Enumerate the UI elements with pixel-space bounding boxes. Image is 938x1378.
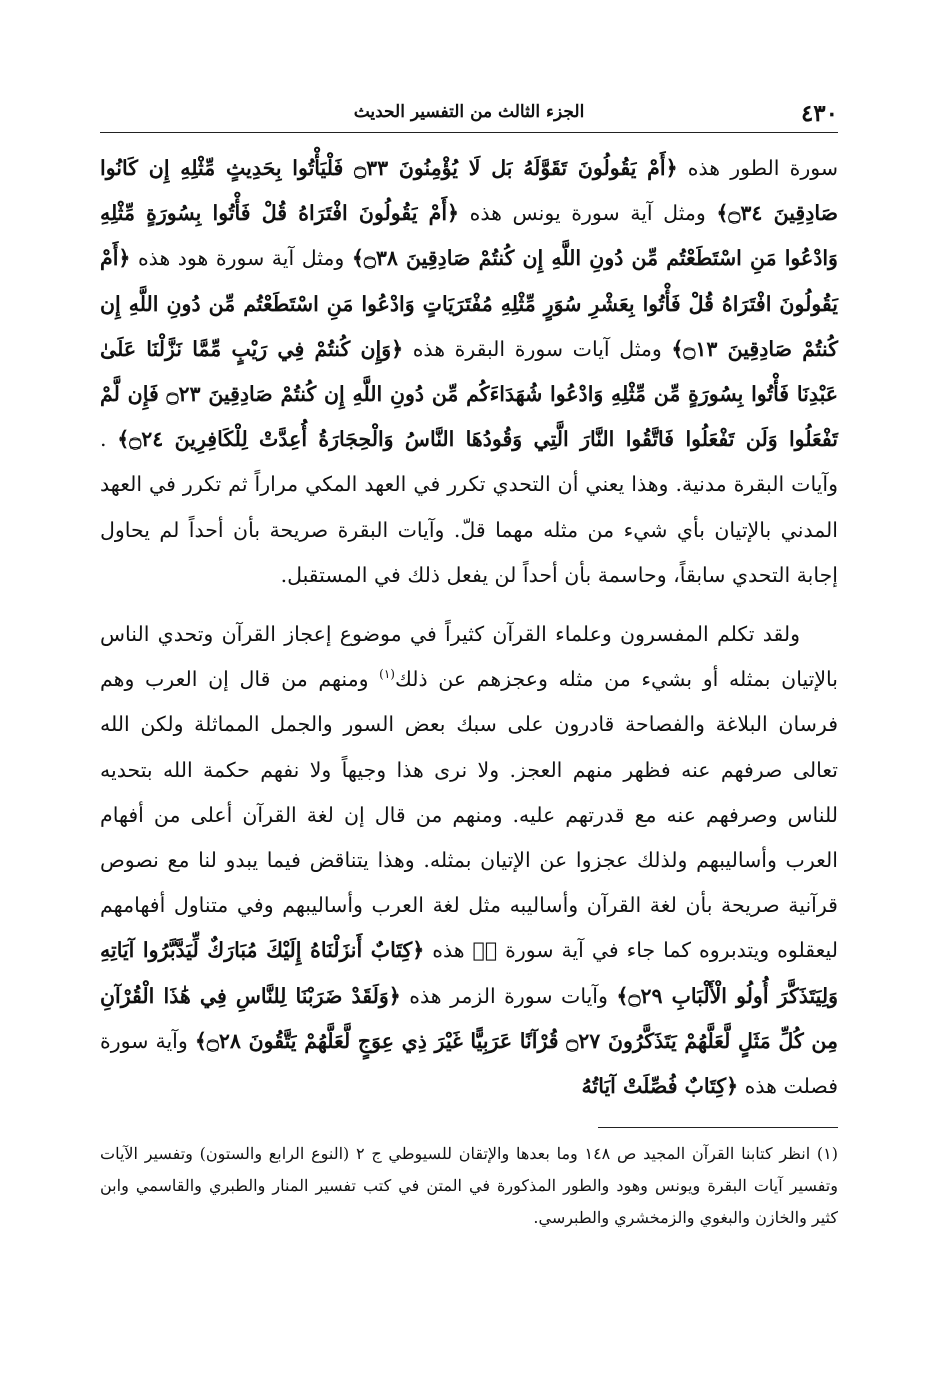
footnote-reference[interactable]: (١) (379, 667, 395, 682)
quran-verse: ﴿وَلَقَدْ ضَرَبْنَا لِلنَّاسِ فِي هَٰذَا الْقُرْآنِ مِن كُلِّ مَثَلٍ لَّعَلَّهُمْ يَتَذَكَّرُونَ ۝٢٧ قُرْآنًا عَرَبِيًّا غَيْرَ ذِي عِوَجٍ لَّعَلَّهُمْ يَتَّقُونَ ۝٢٨﴾ (100, 983, 838, 1053)
footnote-1: (١) انظر كتابنا القرآن المجيد ص ١٤٨ وما بعدها والإتقان للسيوطي ج ٢ (النوع الرابع والستون) وتفسير الآيات وتفسير آيات البقرة ويونس وهود والطور المذكورة في المتن في كتب تفسير المنار والطبري والقاسمي وابن كثير والخازن والبغوي والزمخشري والطبرسي. (100, 1144, 838, 1227)
paragraph-text: سورة الطور هذه (687, 156, 839, 180)
paragraph-text: . وآيات البقرة مدنية. وهذا يعني أن التحدي تكرر في العهد المكي مراراً ثم تكرر في العهد المدني بالإتيان بأي شيء من مثله مهما قلّ. وآيات البقرة صريحة بأن أحداً لم يحاول إجابة التحدي سابقاً، وحاسمة بأن أحداً لن يفعل ذلك في المستقبل. (100, 427, 838, 587)
paragraph-1 (100, 146, 838, 598)
running-title: الجزء الثالث من التفسير الحديث (353, 102, 585, 122)
page-number: ٤٣٠ (800, 100, 838, 127)
quran-verse: ﴿أَمْ يَقُولُونَ افْتَرَاهُ قُلْ فَأْتُوا بِعَشْرِ سُوَرٍ مِّثْلِهِ مُفْتَرَيَاتٍ وَادْعُوا مَنِ اسْتَطَعْتُم مِّن دُونِ اللَّهِ إِن كُنتُمْ صَادِقِينَ ۝١٣﴾ (100, 246, 838, 361)
body-text (100, 146, 838, 1109)
footnote-divider (598, 1127, 838, 1128)
quran-verse: ﴿أَمْ يَقُولُونَ تَقَوَّلَهُ بَل لَا يُؤْمِنُونَ ۝٣٣ فَلْيَأْتُوا بِحَدِيثٍ مِّثْلِهِ إِن كَانُوا صَادِقِينَ ۝٣٤﴾ (100, 156, 838, 226)
paragraph-text: ومثل آية سورة هود هذه (137, 246, 345, 271)
quran-verse: ﴿كِتَابٌ أَنزَلْنَاهُ إِلَيْكَ مُبَارَكٌ لِّيَدَّبَّرُوا آيَاتِهِ وَلِيَتَذَكَّرَ أُولُو الْأَلْبَابِ ۝٢٩﴾ (100, 938, 838, 1008)
paragraph-text: وآية سورة فصلت هذه (100, 1028, 838, 1099)
quran-verse: ﴿وَإِن كُنتُمْ فِي رَيْبٍ مِّمَّا نَزَّلْنَا عَلَىٰ عَبْدِنَا فَأْتُوا بِسُورَةٍ مِّن مِّثْلِهِ وَادْعُوا شُهَدَاءَكُم مِّن دُونِ اللَّهِ إِن كُنتُمْ صَادِقِينَ ۝٢٣ فَإِن لَّمْ تَفْعَلُوا وَلَن تَفْعَلُوا فَاتَّقُوا النَّارَ الَّتِي وَقُودُهَا النَّاسُ وَالْحِجَارَةُ أُعِدَّتْ لِلْكَافِرِينَ ۝٢٤﴾ (100, 336, 839, 452)
paragraph-text: ولقد تكلم المفسرون وعلماء القرآن كثيراً في موضوع إعجاز القرآن وتحدي الناس بالإتيان بمثله أو بشيء من مثله وعجزهم عن ذلك (100, 622, 838, 692)
paragraph-text: ومثل آيات سورة البقرة هذه (412, 336, 662, 361)
paragraph-2 (100, 612, 838, 1109)
paragraph-text: وآيات سورة الزمر هذه (409, 983, 608, 1008)
footnotes (100, 1138, 838, 1234)
paragraph-text: ومثل آية سورة يونس هذه (469, 201, 706, 226)
quran-verse: ﴿كِتَابٌ فُصِّلَتْ آيَاتُهُ (581, 1074, 739, 1099)
paragraph-text: ومنهم من قال إن العرب وهم فرسان البلاغة والفصاحة قادرون على سبك بعض السور والجمل المماثلة ولكن الله تعالى صرفهم عنه فظهر منهم العجز. ولا نرى هذا وجيهاً ولا نفهم حكمة الله بتحديه للناس وصرفهم عنه مع قدرتهم عليه. ومنهم من قال إن لغة القرآن أعلى من أفهام العرب وأساليبهم ولذلك عجزوا عن الإتيان بمثله. وهذا يتناقض فيما يبدو لنا مع نصوص قرآنية صريحة بأن لغة القرآن وأساليبه مثل لغة العرب وأساليبهم وفي متناول أفهامهم ليعقلوه ويتدبروه كما جاء في آية سورة صۤ هذه (100, 667, 838, 963)
quran-verse: ﴿أَمْ يَقُولُونَ افْتَرَاهُ قُلْ فَأْتُوا بِسُورَةٍ مِّثْلِهِ وَادْعُوا مَنِ اسْتَطَعْتُم مِّن دُونِ اللَّهِ إِن كُنتُمْ صَادِقِينَ ۝٣٨﴾ (100, 201, 838, 271)
page-header (100, 96, 838, 133)
